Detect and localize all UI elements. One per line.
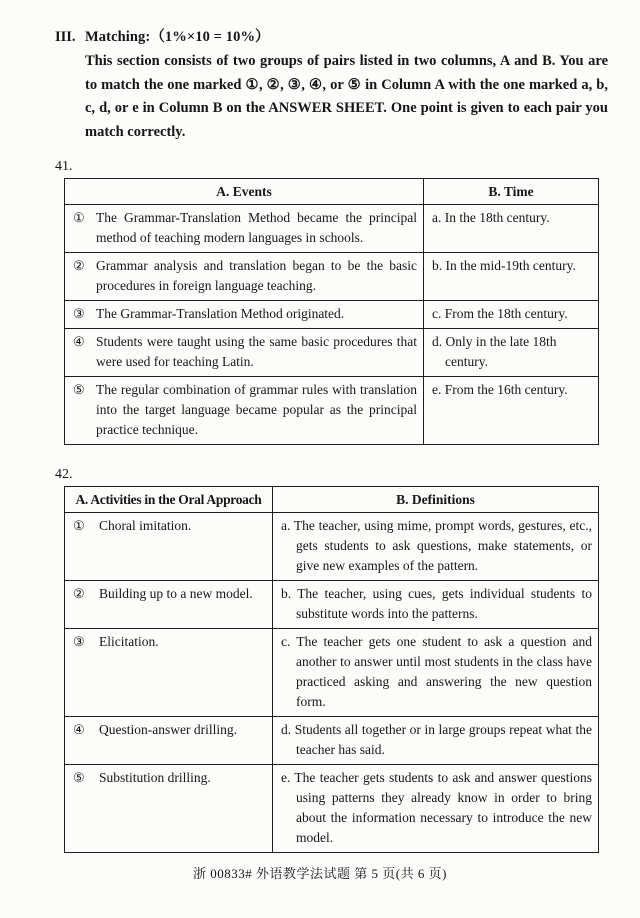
table-row: [65, 629, 599, 717]
page-footer: 浙 00833# 外语教学法试题 第 5 页(共 6 页): [193, 866, 447, 881]
table-header-row: [65, 179, 599, 205]
table-row: [65, 329, 599, 377]
item-text: The regular combination of grammar rules with translation into the target language became popular as the principal practice technique.: [96, 382, 417, 437]
item-text: Choral imitation.: [99, 518, 192, 533]
item-marker: ③: [73, 634, 85, 649]
item-marker: ②: [73, 586, 85, 601]
table-row: [65, 377, 599, 445]
item-marker: ④: [73, 722, 85, 737]
table-row: [65, 765, 599, 853]
item-marker: ⑤: [73, 382, 85, 397]
option-text: a. In the 18th century.: [432, 210, 550, 225]
item-marker: ③: [73, 306, 85, 321]
definition-text: b. The teacher, using cues, gets individual students to substitute words into the patterns.: [281, 586, 592, 621]
item-marker: ⑤: [73, 770, 85, 785]
item-text: Students were taught using the same basic procedures that were used for teaching Latin.: [96, 334, 417, 369]
question-41-number: 41.: [55, 159, 73, 174]
table-row: [65, 513, 599, 581]
option-text: e. From the 16th century.: [432, 382, 568, 397]
item-text: The Grammar-Translation Method became the principal method of teaching modern languages in schools.: [96, 210, 417, 245]
definition-text: d. Students all together or in large groups repeat what the teacher has said.: [281, 722, 592, 757]
item-text: Question-answer drilling.: [99, 722, 237, 737]
section-matching: [55, 26, 608, 144]
definition-text: a. The teacher, using mime, prompt words, gestures, etc., gets students to ask questions, make statements, or give new examples of the pattern.: [281, 518, 592, 573]
item-text: Substitution drilling.: [99, 770, 211, 785]
matching-table-42: [64, 486, 599, 853]
option-text: d. Only in the late 18th century.: [432, 334, 557, 369]
section-number: III.: [55, 29, 76, 45]
column-a-header: A. Events: [65, 179, 424, 205]
definition-text: e. The teacher gets students to ask and answer questions using patterns they already know in order to bring about the information necessary to introduce the new model.: [281, 770, 592, 845]
item-text: The Grammar-Translation Method originated.: [96, 306, 345, 321]
item-marker: ②: [73, 258, 85, 273]
table-header-row: [65, 487, 599, 513]
item-marker: ①: [73, 518, 85, 533]
column-b-header: B. Time: [424, 179, 599, 205]
item-text: Elicitation.: [99, 634, 159, 649]
section-body: [85, 26, 608, 144]
option-text: c. From the 18th century.: [432, 306, 568, 321]
item-text: Building up to a new model.: [99, 586, 253, 601]
question-42-number: 42.: [55, 467, 73, 482]
option-text: b. In the mid-19th century.: [432, 258, 576, 273]
item-marker: ④: [73, 334, 85, 349]
column-a-header: A. Activities in the Oral Approach: [65, 487, 273, 513]
table-row: [65, 253, 599, 301]
table-row: [65, 205, 599, 253]
matching-table-41: [64, 178, 599, 445]
table-row: [65, 581, 599, 629]
section-instructions: This section consists of two groups of pairs listed in two columns, A and B. You are to match the one marked ①, ②, ③, ④, or ⑤ in Column A with the one marked a, b, c, d, or e in Column B on the ANSWER SHEET. One point is given to each pair you match correctly.: [85, 53, 608, 140]
item-text: Grammar analysis and translation began to be the basic procedures in foreign language teaching.: [96, 258, 417, 293]
table-row: [65, 717, 599, 765]
section-title: Matching:（1%×10 = 10%）: [85, 29, 270, 45]
column-b-header: B. Definitions: [273, 487, 599, 513]
definition-text: c. The teacher gets one student to ask a question and another to answer until most students in the class have practiced asking and answering the new question form.: [281, 634, 592, 709]
table-row: [65, 301, 599, 329]
item-marker: ①: [73, 210, 85, 225]
